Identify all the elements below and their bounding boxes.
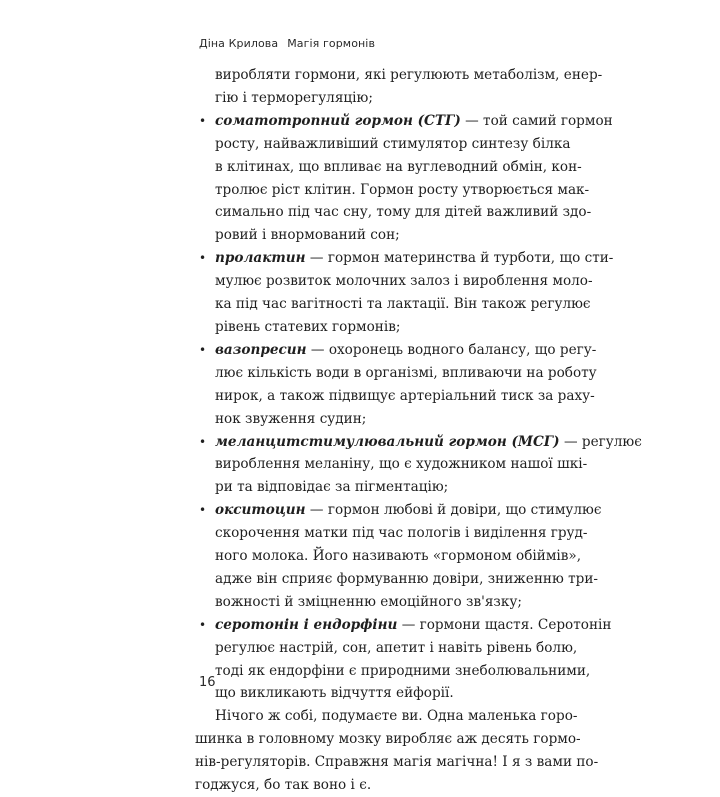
text-line: адже він сприяє формуванню довіри, зниженню три- <box>215 570 599 587</box>
text-line: нирок, а також підвищує артеріальний тиск за раху- <box>215 387 595 404</box>
text-line: — гормон любові й довіри, що стимулює <box>305 502 602 519</box>
text-line: регулює настрій, сон, апетит і навіть рівень болю, <box>215 639 578 656</box>
term-serotonin-endorphins: серотонін і ендорфіни <box>215 616 398 633</box>
list-item <box>195 499 602 614</box>
text-line: Нічого ж собі, подумаєте ви. Одна маленька горо- <box>215 708 578 725</box>
running-head-book-title: Магія гормонів <box>287 37 376 50</box>
text-line: виробляти гормони, які регулюють метаболізм, енер- <box>215 67 603 83</box>
text-line: — гормон материнства й турботи, що сти- <box>305 250 614 267</box>
text-line: гію і терморегуляцію; <box>215 89 373 106</box>
continuation-text <box>195 64 603 110</box>
text-line: скорочення матки під час пологів і виділення груд- <box>215 525 588 542</box>
text-line: нів-регуляторів. Справжня магія магічна! І я з вами по- <box>195 754 599 771</box>
bullet-icon: • <box>199 342 207 357</box>
term-vasopressin: вазопресин <box>215 341 307 358</box>
list-item <box>195 431 642 500</box>
term-msh: меланцитстимулювальний гормон (МСГ) <box>215 433 560 450</box>
list-item <box>195 110 613 247</box>
text-line: ровий і внормований сон; <box>215 227 400 244</box>
running-head <box>199 37 375 50</box>
term-oxytocin: окситоцин <box>215 502 306 519</box>
text-line: ного молока. Його називають «гормоном обіймів», <box>215 548 582 565</box>
bullet-icon: • <box>199 617 207 632</box>
text-line: — регулює <box>559 433 642 450</box>
text-line: годжуся, бо так воно і є. <box>195 777 372 794</box>
text-line: — той самий гормон <box>460 112 613 129</box>
list-item <box>195 339 597 431</box>
text-line: в клітинах, що впливає на вуглеводний обмін, кон- <box>215 158 582 175</box>
text-line: тролює ріст клітин. Гормон росту утворюється мак- <box>215 181 590 198</box>
list-item <box>195 614 612 706</box>
text-line: мулює розвиток молочних залоз і вироблення моло- <box>215 273 593 290</box>
closing-paragraph <box>195 705 599 797</box>
text-line: вожності й зміцненню емоційного зв'язку; <box>215 593 522 610</box>
text-line: ка під час вагітності та лактації. Він також регулює <box>215 296 591 313</box>
text-line: лює кількість води в організмі, впливаючи на роботу <box>215 364 597 381</box>
term-stg: соматотропний гормон (СТГ) <box>215 112 461 129</box>
text-line: рівень статевих гормонів; <box>215 318 401 335</box>
bullet-icon: • <box>199 503 207 518</box>
bullet-icon: • <box>199 251 207 266</box>
text-line: симально під час сну, тому для дітей важливий здо- <box>215 204 592 221</box>
text-line: ри та відповідає за пігментацію; <box>215 479 449 496</box>
text-line: росту, найважливіший стимулятор синтезу білка <box>215 135 571 152</box>
text-line: нок звуження судин; <box>215 410 367 427</box>
text-line: шинка в головному мозку виробляє аж десять гормо- <box>195 731 581 748</box>
term-prolactin: пролактин <box>215 250 306 267</box>
text-line: що викликають відчуття ейфорії. <box>215 685 454 702</box>
bullet-icon: • <box>199 434 207 449</box>
running-head-author: Діна Крилова <box>199 37 279 50</box>
text-line: — охоронець водного балансу, що регу- <box>306 341 597 358</box>
text-line: вироблення меланіну, що є художником нашої шкі- <box>215 456 588 473</box>
text-line: тоді як ендорфіни є природними знеболювальними, <box>215 662 591 679</box>
bullet-icon: • <box>199 113 207 128</box>
page-number: 16 <box>199 675 216 690</box>
text-line: — гормони щастя. Серотонін <box>397 616 612 633</box>
list-item <box>195 247 614 339</box>
page-body <box>195 64 642 797</box>
